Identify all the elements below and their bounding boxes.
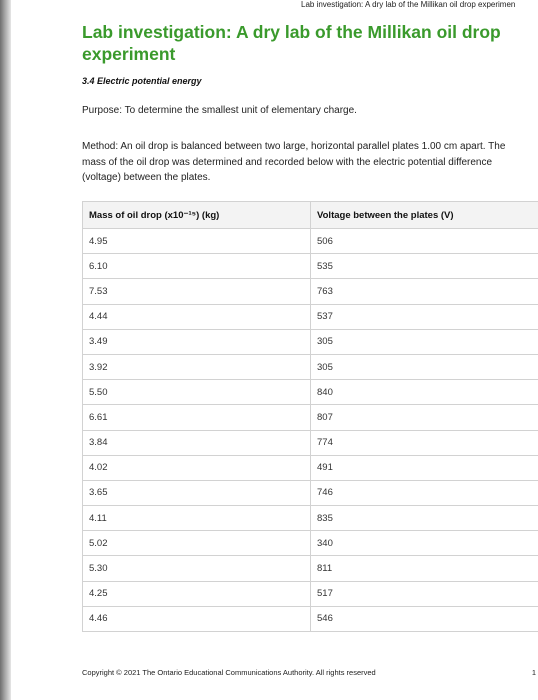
table-row — [83, 480, 538, 505]
table-row — [83, 254, 538, 279]
mass-cell: 4.46 — [83, 606, 311, 631]
table-row — [83, 581, 538, 606]
voltage-cell: 305 — [311, 329, 538, 354]
voltage-cell: 835 — [311, 506, 538, 531]
mass-cell: 3.65 — [83, 480, 311, 505]
voltage-column-header: Voltage between the plates (V) — [311, 202, 538, 229]
voltage-cell: 763 — [311, 279, 538, 304]
table-row — [83, 229, 538, 254]
mass-cell: 5.50 — [83, 380, 311, 405]
mass-cell: 6.61 — [83, 405, 311, 430]
mass-cell: 3.92 — [83, 354, 311, 379]
mass-cell: 3.84 — [83, 430, 311, 455]
table-row — [83, 606, 538, 631]
mass-cell: 7.53 — [83, 279, 311, 304]
table-row — [83, 354, 538, 379]
page-title: Lab investigation: A dry lab of the Millikan oil drop experiment — [82, 22, 501, 64]
voltage-cell: 506 — [311, 229, 538, 254]
table-row — [83, 304, 538, 329]
table-row — [83, 531, 538, 556]
voltage-cell: 305 — [311, 354, 538, 379]
voltage-cell: 517 — [311, 581, 538, 606]
voltage-cell: 774 — [311, 430, 538, 455]
table-header-row — [83, 202, 538, 229]
table-row — [83, 380, 538, 405]
table-row — [83, 329, 538, 354]
viewer-left-edge — [0, 0, 11, 700]
table-row — [83, 506, 538, 531]
running-header: Lab investigation: A dry lab of the Millikan oil drop experimen — [301, 0, 516, 9]
voltage-cell: 340 — [311, 531, 538, 556]
mass-cell: 4.02 — [83, 455, 311, 480]
table-row — [83, 279, 538, 304]
table-row — [83, 556, 538, 581]
method-text: Method: An oil drop is balanced between two large, horizontal parallel plates 1.00 cm apart. The mass of the oil drop was determined and recorded below with the electric potential difference (voltage) between the plates. — [82, 141, 506, 183]
mass-cell: 4.95 — [83, 229, 311, 254]
voltage-cell: 840 — [311, 380, 538, 405]
data-table — [82, 201, 538, 632]
mass-cell: 3.49 — [83, 329, 311, 354]
mass-cell: 4.25 — [83, 581, 311, 606]
section-label: 3.4 Electric potential energy — [82, 76, 202, 86]
voltage-cell: 491 — [311, 455, 538, 480]
table-row — [83, 430, 538, 455]
mass-cell: 4.44 — [83, 304, 311, 329]
voltage-cell: 807 — [311, 405, 538, 430]
voltage-cell: 537 — [311, 304, 538, 329]
copyright-footer: Copyright © 2021 The Ontario Educational Communications Authority. All rights reserved — [82, 668, 376, 677]
mass-cell: 6.10 — [83, 254, 311, 279]
mass-cell: 5.02 — [83, 531, 311, 556]
page-number: 1 — [531, 668, 536, 677]
mass-cell: 4.11 — [83, 506, 311, 531]
table-row — [83, 455, 538, 480]
voltage-cell: 535 — [311, 254, 538, 279]
mass-column-header: Mass of oil drop (x10⁻¹⁵) (kg) — [83, 202, 311, 229]
voltage-cell: 746 — [311, 480, 538, 505]
voltage-cell: 811 — [311, 556, 538, 581]
table-row — [83, 405, 538, 430]
mass-cell: 5.30 — [83, 556, 311, 581]
purpose-text: Purpose: To determine the smallest unit of elementary charge. — [82, 105, 357, 116]
voltage-cell: 546 — [311, 606, 538, 631]
